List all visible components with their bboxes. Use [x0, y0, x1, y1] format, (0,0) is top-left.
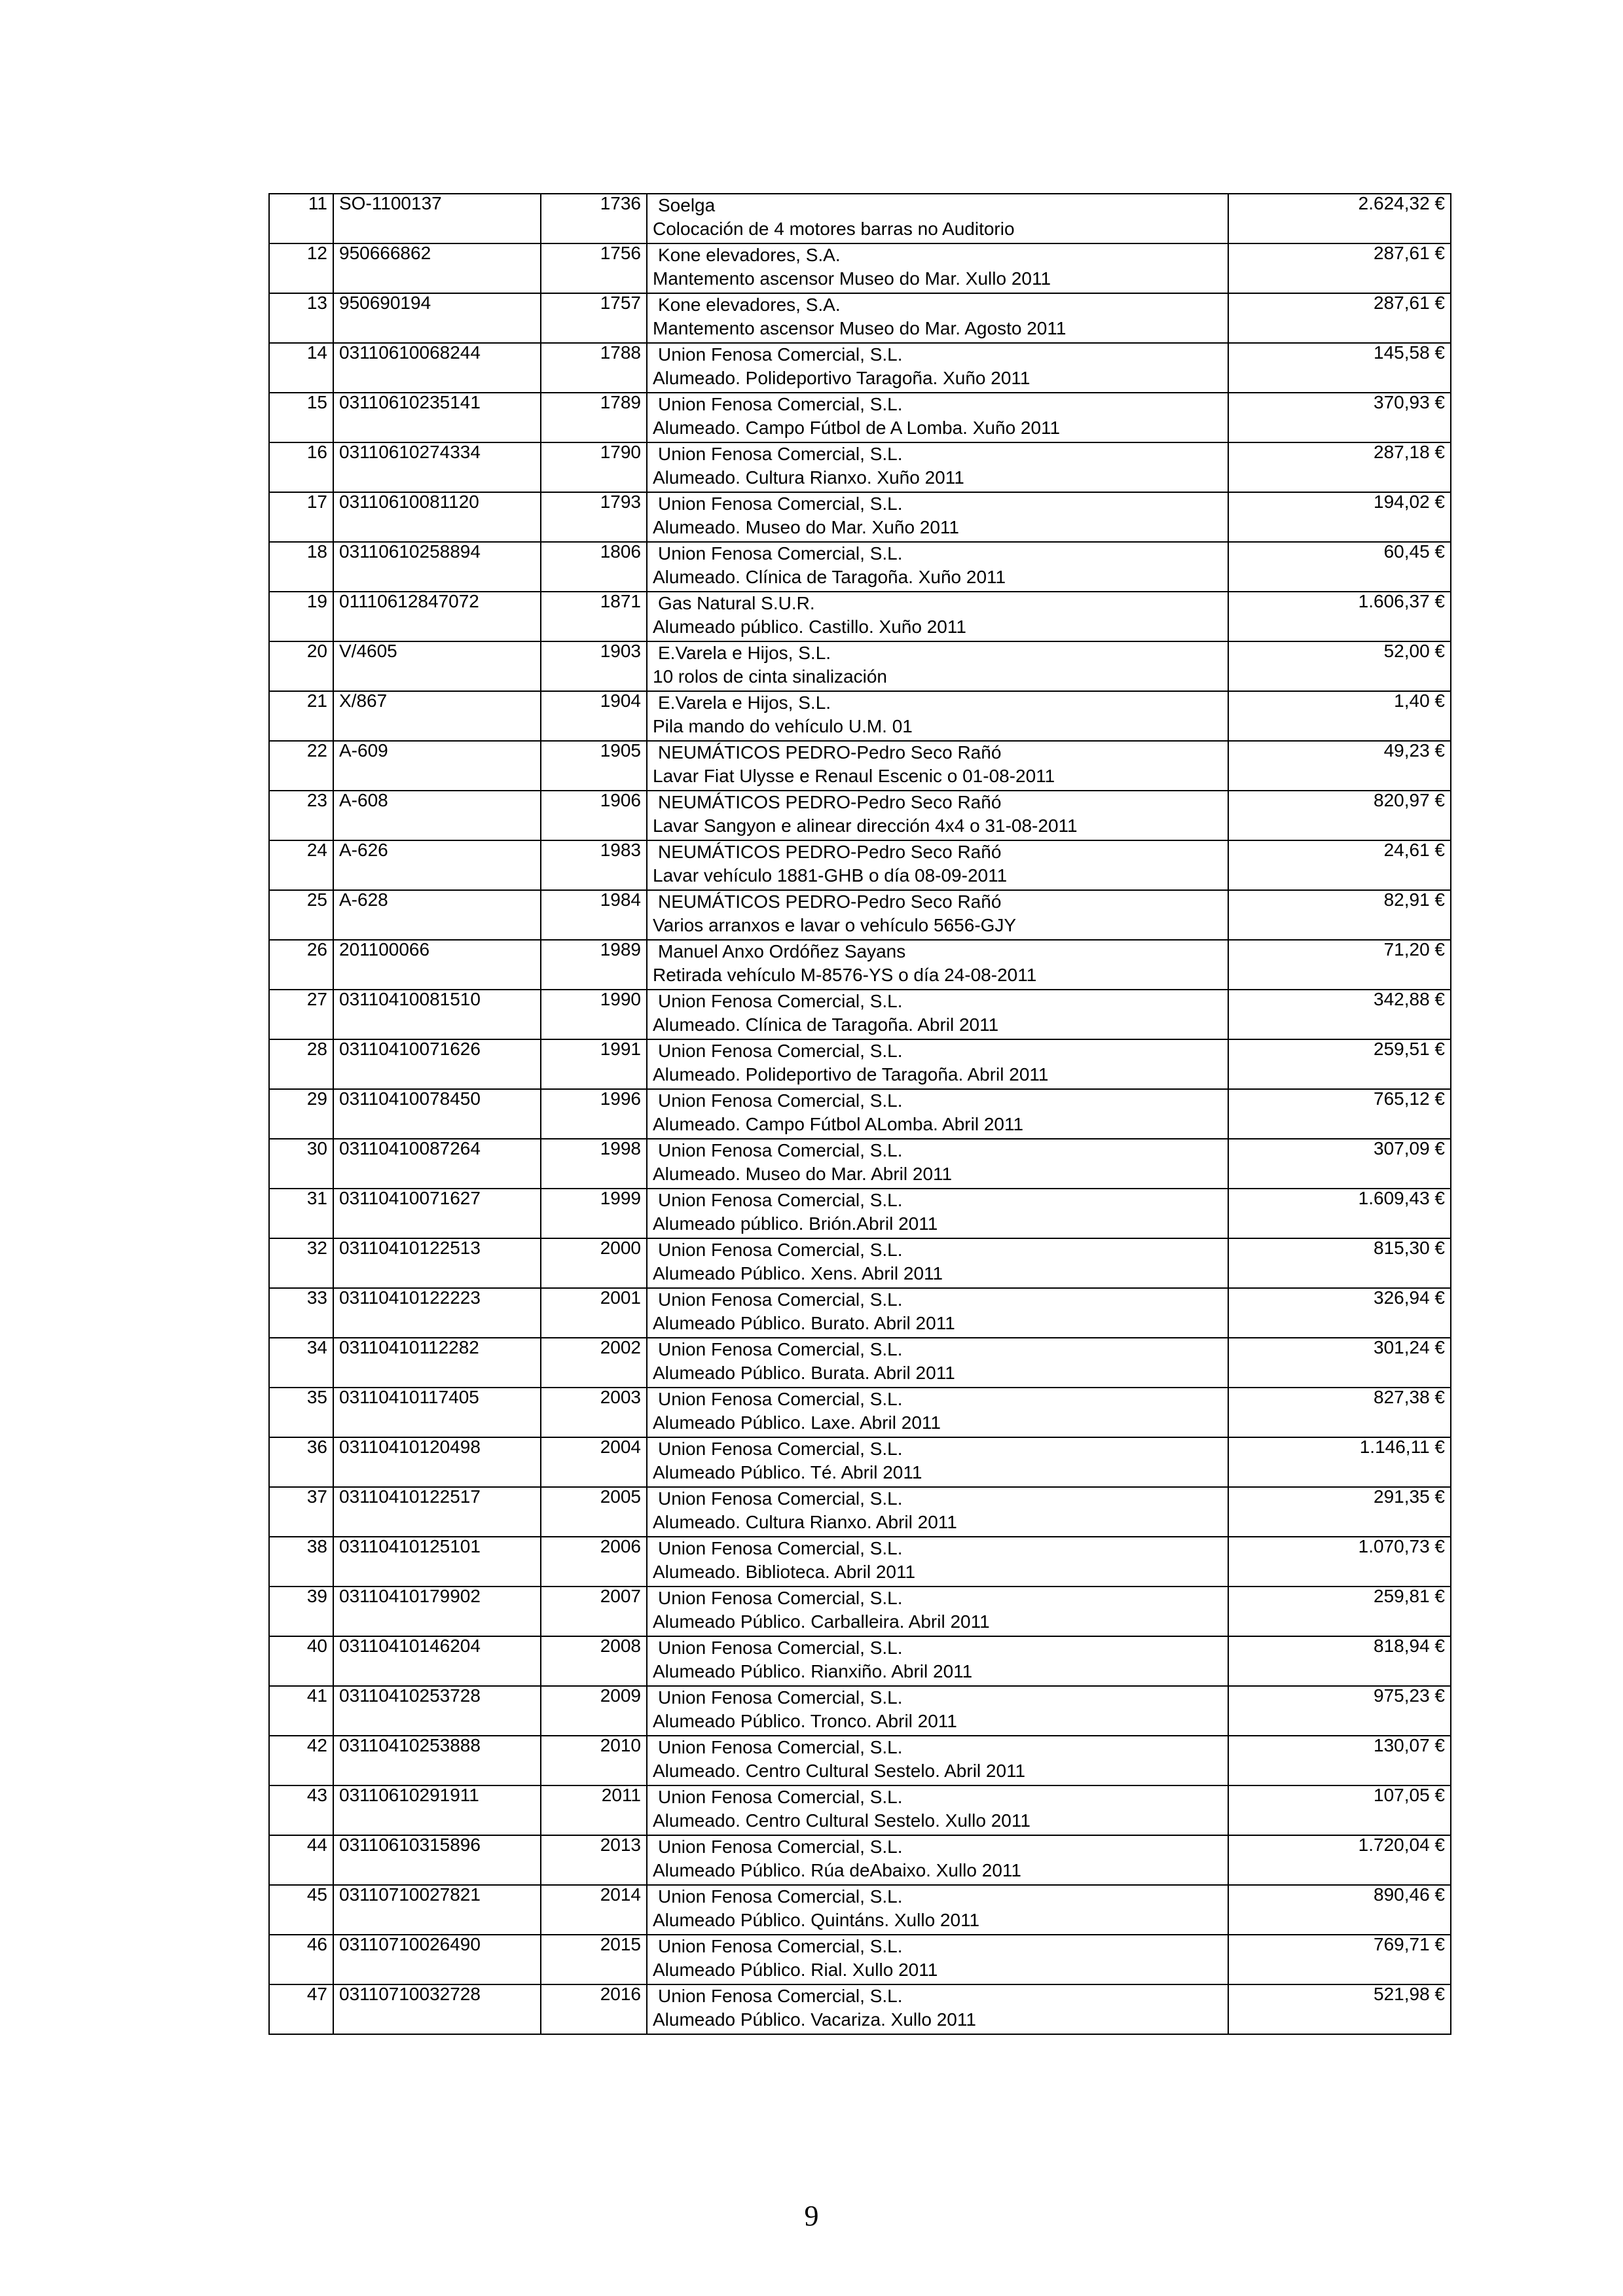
invoice-reference: 201100066 [333, 940, 541, 990]
table-row [269, 1785, 1451, 1835]
invoice-reference: 03110410120498 [333, 1437, 541, 1487]
amount: 1.609,43 € [1228, 1189, 1451, 1238]
concept-text: Lavar Sangyon e alinear dirección 4x4 o 31-08-2011 [653, 816, 1078, 836]
concept-text: Alumeado. Museo do Mar. Abril 2011 [653, 1164, 953, 1184]
supplier-name: Union Fenosa Comercial, S.L. [658, 344, 903, 365]
supplier-name: Union Fenosa Comercial, S.L. [658, 1638, 903, 1658]
description-cell [647, 1636, 1228, 1686]
document-number: 1871 [541, 592, 647, 641]
description-cell [647, 442, 1228, 492]
document-number: 1984 [541, 890, 647, 940]
document-number: 2015 [541, 1935, 647, 1984]
document-number: 2013 [541, 1835, 647, 1885]
supplier-name: Union Fenosa Comercial, S.L. [658, 1737, 903, 1757]
concept-text: Alumeado Público. Vacariza. Xullo 2011 [653, 2009, 976, 2030]
supplier-name: Union Fenosa Comercial, S.L. [658, 991, 903, 1011]
concept-text: Alumeado. Polideportivo de Taragoña. Abril 2011 [653, 1064, 1049, 1085]
table-row [269, 1984, 1451, 2034]
document-number: 1788 [541, 343, 647, 393]
amount: 1.720,04 € [1228, 1835, 1451, 1885]
description-cell [647, 1487, 1228, 1537]
supplier-name: Union Fenosa Comercial, S.L. [658, 543, 903, 564]
supplier-name: Union Fenosa Comercial, S.L. [658, 1439, 903, 1459]
invoice-reference: 03110610235141 [333, 393, 541, 442]
document-number: 2001 [541, 1288, 647, 1338]
row-number: 33 [269, 1288, 333, 1338]
row-number: 11 [269, 194, 333, 243]
amount: 82,91 € [1228, 890, 1451, 940]
invoice-table-body [269, 194, 1451, 2034]
concept-text: Alumeado Público. Rúa deAbaixo. Xullo 2011 [653, 1860, 1021, 1880]
supplier-name: E.Varela e Hijos, S.L. [658, 643, 831, 663]
invoice-reference: 03110410125101 [333, 1537, 541, 1587]
document-number: 1996 [541, 1089, 647, 1139]
document-number: 2003 [541, 1388, 647, 1437]
description-cell [647, 1935, 1228, 1984]
description-cell [647, 691, 1228, 741]
supplier-name: Union Fenosa Comercial, S.L. [658, 1488, 903, 1509]
description-cell [647, 1039, 1228, 1089]
row-number: 44 [269, 1835, 333, 1885]
document-number: 1906 [541, 791, 647, 840]
concept-text: Alumeado Público. Xens. Abril 2011 [653, 1263, 943, 1283]
row-number: 41 [269, 1686, 333, 1736]
concept-text: Alumeado Público. Carballeira. Abril 2011 [653, 1611, 990, 1632]
supplier-name: Union Fenosa Comercial, S.L. [658, 1090, 903, 1111]
row-number: 19 [269, 592, 333, 641]
concept-text: Alumeado. Clínica de Taragoña. Abril 2011 [653, 1014, 999, 1035]
table-row [269, 1487, 1451, 1537]
invoice-reference: 03110410078450 [333, 1089, 541, 1139]
document-number: 1990 [541, 990, 647, 1039]
document-number: 2014 [541, 1885, 647, 1935]
row-number: 38 [269, 1537, 333, 1587]
supplier-name: Soelga [658, 195, 716, 215]
document-number: 1991 [541, 1039, 647, 1089]
description-cell [647, 1686, 1228, 1736]
table-row [269, 194, 1451, 243]
amount: 820,97 € [1228, 791, 1451, 840]
description-cell [647, 1885, 1228, 1935]
description-cell [647, 1437, 1228, 1487]
supplier-name: NEUMÁTICOS PEDRO-Pedro Seco Rañó [658, 891, 1002, 912]
row-number: 21 [269, 691, 333, 741]
row-number: 22 [269, 741, 333, 791]
supplier-name: Union Fenosa Comercial, S.L. [658, 1886, 903, 1907]
invoice-reference: 03110410122223 [333, 1288, 541, 1338]
amount: 194,02 € [1228, 492, 1451, 542]
supplier-name: Union Fenosa Comercial, S.L. [658, 1140, 903, 1160]
concept-text: Alumeado. Cultura Rianxo. Abril 2011 [653, 1512, 957, 1532]
document-number: 2002 [541, 1338, 647, 1388]
supplier-name: Union Fenosa Comercial, S.L. [658, 1837, 903, 1857]
document-number: 2008 [541, 1636, 647, 1686]
table-row [269, 691, 1451, 741]
amount: 24,61 € [1228, 840, 1451, 890]
invoice-reference: 03110610081120 [333, 492, 541, 542]
amount: 287,61 € [1228, 293, 1451, 343]
description-cell [647, 940, 1228, 990]
description-cell [647, 1835, 1228, 1885]
document-number: 1806 [541, 542, 647, 592]
document-number: 1905 [541, 741, 647, 791]
concept-text: 10 rolos de cinta sinalización [653, 666, 887, 687]
table-row [269, 343, 1451, 393]
row-number: 18 [269, 542, 333, 592]
supplier-name: Union Fenosa Comercial, S.L. [658, 1936, 903, 1956]
concept-text: Varios arranxos e lavar o vehículo 5656-GJY [653, 915, 1017, 935]
description-cell [647, 791, 1228, 840]
row-number: 43 [269, 1785, 333, 1835]
invoice-reference: 03110410253728 [333, 1686, 541, 1736]
invoice-reference: 03110610315896 [333, 1835, 541, 1885]
invoice-reference: 03110410081510 [333, 990, 541, 1039]
concept-text: Alumeado. Biblioteca. Abril 2011 [653, 1562, 916, 1582]
table-row [269, 1686, 1451, 1736]
description-cell [647, 393, 1228, 442]
description-cell [647, 243, 1228, 293]
row-number: 15 [269, 393, 333, 442]
row-number: 34 [269, 1338, 333, 1388]
amount: 342,88 € [1228, 990, 1451, 1039]
amount: 287,61 € [1228, 243, 1451, 293]
supplier-name: NEUMÁTICOS PEDRO-Pedro Seco Rañó [658, 742, 1002, 762]
row-number: 23 [269, 791, 333, 840]
amount: 818,94 € [1228, 1636, 1451, 1686]
document-number: 1983 [541, 840, 647, 890]
description-cell [647, 1288, 1228, 1338]
description-cell [647, 542, 1228, 592]
concept-text: Alumeado Público. Tronco. Abril 2011 [653, 1711, 957, 1731]
amount: 1,40 € [1228, 691, 1451, 741]
row-number: 37 [269, 1487, 333, 1537]
description-cell [647, 1089, 1228, 1139]
description-cell [647, 1736, 1228, 1785]
description-cell [647, 840, 1228, 890]
description-cell [647, 890, 1228, 940]
amount: 769,71 € [1228, 1935, 1451, 1984]
row-number: 25 [269, 890, 333, 940]
description-cell [647, 592, 1228, 641]
amount: 130,07 € [1228, 1736, 1451, 1785]
concept-text: Retirada vehículo M-8576-YS o día 24-08-2011 [653, 965, 1037, 985]
document-number: 1793 [541, 492, 647, 542]
description-cell [647, 1338, 1228, 1388]
row-number: 45 [269, 1885, 333, 1935]
document-number: 1789 [541, 393, 647, 442]
supplier-name: Union Fenosa Comercial, S.L. [658, 394, 903, 414]
supplier-name: Union Fenosa Comercial, S.L. [658, 1041, 903, 1061]
table-row [269, 990, 1451, 1039]
supplier-name: NEUMÁTICOS PEDRO-Pedro Seco Rañó [658, 792, 1002, 812]
amount: 71,20 € [1228, 940, 1451, 990]
invoice-reference: A-628 [333, 890, 541, 940]
amount: 1.070,73 € [1228, 1537, 1451, 1587]
table-row [269, 1039, 1451, 1089]
invoice-reference: 03110610274334 [333, 442, 541, 492]
document-number: 1904 [541, 691, 647, 741]
concept-text: Alumeado Público. Quintáns. Xullo 2011 [653, 1910, 980, 1930]
document-number: 2016 [541, 1984, 647, 2034]
row-number: 14 [269, 343, 333, 393]
table-row [269, 492, 1451, 542]
invoice-reference: 950690194 [333, 293, 541, 343]
invoice-reference: 03110410112282 [333, 1338, 541, 1388]
invoice-reference: A-626 [333, 840, 541, 890]
row-number: 36 [269, 1437, 333, 1487]
document-number: 2009 [541, 1686, 647, 1736]
table-row [269, 940, 1451, 990]
table-row [269, 1636, 1451, 1686]
table-row [269, 442, 1451, 492]
supplier-name: Union Fenosa Comercial, S.L. [658, 1289, 903, 1310]
amount: 49,23 € [1228, 741, 1451, 791]
row-number: 27 [269, 990, 333, 1039]
concept-text: Colocación de 4 motores barras no Auditorio [653, 219, 1015, 239]
invoice-reference: 03110610258894 [333, 542, 541, 592]
concept-text: Alumeado. Cultura Rianxo. Xuño 2011 [653, 467, 964, 488]
row-number: 47 [269, 1984, 333, 2034]
amount: 890,46 € [1228, 1885, 1451, 1935]
supplier-name: Manuel Anxo Ordóñez Sayans [658, 941, 906, 961]
invoice-reference: 03110410122513 [333, 1238, 541, 1288]
amount: 975,23 € [1228, 1686, 1451, 1736]
concept-text: Alumeado. Campo Fútbol ALomba. Abril 2011 [653, 1114, 1024, 1134]
concept-text: Alumeado Público. Laxe. Abril 2011 [653, 1412, 941, 1433]
invoice-reference: 03110410179902 [333, 1587, 541, 1636]
amount: 307,09 € [1228, 1139, 1451, 1189]
concept-text: Alumeado. Centro Cultural Sestelo. Abril 2011 [653, 1761, 1026, 1781]
amount: 326,94 € [1228, 1288, 1451, 1338]
row-number: 26 [269, 940, 333, 990]
document-number: 1998 [541, 1139, 647, 1189]
amount: 259,51 € [1228, 1039, 1451, 1089]
invoice-reference: 03110410087264 [333, 1139, 541, 1189]
description-cell [647, 1984, 1228, 2034]
amount: 2.624,32 € [1228, 194, 1451, 243]
concept-text: Alumeado. Campo Fútbol de A Lomba. Xuño 2011 [653, 418, 1061, 438]
table-row [269, 293, 1451, 343]
row-number: 24 [269, 840, 333, 890]
concept-text: Mantemento ascensor Museo do Mar. Xullo 2011 [653, 268, 1051, 289]
table-row [269, 393, 1451, 442]
row-number: 39 [269, 1587, 333, 1636]
document-number: 1756 [541, 243, 647, 293]
supplier-name: Union Fenosa Comercial, S.L. [658, 444, 903, 464]
description-cell [647, 1139, 1228, 1189]
supplier-name: Union Fenosa Comercial, S.L. [658, 1588, 903, 1608]
concept-text: Alumeado público. Castillo. Xuño 2011 [653, 617, 966, 637]
table-row [269, 592, 1451, 641]
invoice-reference: 03110410117405 [333, 1388, 541, 1437]
row-number: 32 [269, 1238, 333, 1288]
document-number: 1999 [541, 1189, 647, 1238]
document-number: 2000 [541, 1238, 647, 1288]
description-cell [647, 1238, 1228, 1288]
table-row [269, 741, 1451, 791]
description-cell [647, 1189, 1228, 1238]
amount: 370,93 € [1228, 393, 1451, 442]
concept-text: Alumeado. Centro Cultural Sestelo. Xullo 2011 [653, 1810, 1030, 1831]
description-cell [647, 492, 1228, 542]
concept-text: Alumeado público. Brión.Abril 2011 [653, 1213, 938, 1234]
concept-text: Alumeado Público. Burato. Abril 2011 [653, 1313, 955, 1333]
amount: 765,12 € [1228, 1089, 1451, 1139]
description-cell [647, 1587, 1228, 1636]
amount: 107,05 € [1228, 1785, 1451, 1835]
document-number: 2010 [541, 1736, 647, 1785]
description-cell [647, 641, 1228, 691]
table-row [269, 542, 1451, 592]
row-number: 31 [269, 1189, 333, 1238]
document-number: 2004 [541, 1437, 647, 1487]
concept-text: Lavar Fiat Ulysse e Renaul Escenic o 01-08-2011 [653, 766, 1055, 786]
row-number: 46 [269, 1935, 333, 1984]
amount: 1.146,11 € [1228, 1437, 1451, 1487]
document-number: 2006 [541, 1537, 647, 1587]
description-cell [647, 1785, 1228, 1835]
concept-text: Alumeado Público. Burata. Abril 2011 [653, 1363, 955, 1383]
supplier-name: Union Fenosa Comercial, S.L. [658, 1538, 903, 1558]
table-row [269, 840, 1451, 890]
description-cell [647, 1537, 1228, 1587]
description-cell [647, 343, 1228, 393]
amount: 1.606,37 € [1228, 592, 1451, 641]
row-number: 40 [269, 1636, 333, 1686]
row-number: 16 [269, 442, 333, 492]
description-cell [647, 990, 1228, 1039]
table-row [269, 1587, 1451, 1636]
invoice-table [268, 193, 1451, 2035]
row-number: 28 [269, 1039, 333, 1089]
supplier-name: Union Fenosa Comercial, S.L. [658, 1687, 903, 1708]
concept-text: Pila mando do vehículo U.M. 01 [653, 716, 913, 736]
concept-text: Alumeado. Clínica de Taragoña. Xuño 2011 [653, 567, 1006, 587]
concept-text: Alumeado. Polideportivo Taragoña. Xuño 2011 [653, 368, 1030, 388]
invoice-reference: 03110710026490 [333, 1935, 541, 1984]
invoice-reference: 03110410146204 [333, 1636, 541, 1686]
invoice-reference: 03110610068244 [333, 343, 541, 393]
row-number: 30 [269, 1139, 333, 1189]
table-row [269, 1835, 1451, 1885]
table-row [269, 1139, 1451, 1189]
supplier-name: Kone elevadores, S.A. [658, 295, 841, 315]
table-row [269, 1238, 1451, 1288]
row-number: 20 [269, 641, 333, 691]
table-row [269, 791, 1451, 840]
description-cell [647, 293, 1228, 343]
description-cell [647, 1388, 1228, 1437]
supplier-name: Union Fenosa Comercial, S.L. [658, 1986, 903, 2006]
table-row [269, 1388, 1451, 1437]
table-row [269, 1437, 1451, 1487]
amount: 521,98 € [1228, 1984, 1451, 2034]
document-number: 1757 [541, 293, 647, 343]
table-row [269, 1089, 1451, 1139]
page-number: 9 [804, 2200, 819, 2232]
amount: 287,18 € [1228, 442, 1451, 492]
document-number: 1989 [541, 940, 647, 990]
supplier-name: Union Fenosa Comercial, S.L. [658, 1787, 903, 1807]
amount: 52,00 € [1228, 641, 1451, 691]
amount: 301,24 € [1228, 1338, 1451, 1388]
row-number: 13 [269, 293, 333, 343]
description-cell [647, 194, 1228, 243]
invoice-reference: 03110410122517 [333, 1487, 541, 1537]
concept-text: Alumeado Público. Rial. Xullo 2011 [653, 1960, 938, 1980]
amount: 291,35 € [1228, 1487, 1451, 1537]
amount: 60,45 € [1228, 542, 1451, 592]
invoice-reference: V/4605 [333, 641, 541, 691]
invoice-reference: 03110610291911 [333, 1785, 541, 1835]
row-number: 35 [269, 1388, 333, 1437]
concept-text: Alumeado. Museo do Mar. Xuño 2011 [653, 517, 960, 537]
row-number: 12 [269, 243, 333, 293]
supplier-name: Union Fenosa Comercial, S.L. [658, 493, 903, 514]
supplier-name: E.Varela e Hijos, S.L. [658, 692, 831, 713]
invoice-reference: 03110410071627 [333, 1189, 541, 1238]
table-row [269, 1935, 1451, 1984]
invoice-reference: SO-1100137 [333, 194, 541, 243]
document-number: 1736 [541, 194, 647, 243]
table-row [269, 1885, 1451, 1935]
document-number: 2005 [541, 1487, 647, 1537]
invoice-reference: 03110710032728 [333, 1984, 541, 2034]
concept-text: Lavar vehículo 1881-GHB o día 08-09-2011 [653, 865, 1008, 886]
table-row [269, 1537, 1451, 1587]
supplier-name: Union Fenosa Comercial, S.L. [658, 1240, 903, 1260]
table-row [269, 1338, 1451, 1388]
supplier-name: Union Fenosa Comercial, S.L. [658, 1389, 903, 1409]
table-row [269, 641, 1451, 691]
supplier-name: Gas Natural S.U.R. [658, 593, 815, 613]
invoice-reference: X/867 [333, 691, 541, 741]
table-row [269, 1288, 1451, 1338]
invoice-reference: 950666862 [333, 243, 541, 293]
invoice-reference: 03110410253888 [333, 1736, 541, 1785]
concept-text: Mantemento ascensor Museo do Mar. Agosto 2011 [653, 318, 1067, 338]
amount: 145,58 € [1228, 343, 1451, 393]
invoice-reference: A-609 [333, 741, 541, 791]
invoice-reference: A-608 [333, 791, 541, 840]
row-number: 42 [269, 1736, 333, 1785]
table-row [269, 1736, 1451, 1785]
invoice-reference: 03110710027821 [333, 1885, 541, 1935]
amount: 815,30 € [1228, 1238, 1451, 1288]
supplier-name: Union Fenosa Comercial, S.L. [658, 1190, 903, 1210]
concept-text: Alumeado Público. Té. Abril 2011 [653, 1462, 922, 1482]
amount: 827,38 € [1228, 1388, 1451, 1437]
row-number: 29 [269, 1089, 333, 1139]
description-cell [647, 741, 1228, 791]
concept-text: Alumeado Público. Rianxiño. Abril 2011 [653, 1661, 973, 1681]
supplier-name: Union Fenosa Comercial, S.L. [658, 1339, 903, 1359]
supplier-name: NEUMÁTICOS PEDRO-Pedro Seco Rañó [658, 842, 1002, 862]
table-row [269, 1189, 1451, 1238]
amount: 259,81 € [1228, 1587, 1451, 1636]
invoice-reference: 01110612847072 [333, 592, 541, 641]
supplier-name: Kone elevadores, S.A. [658, 245, 841, 265]
table-row [269, 890, 1451, 940]
row-number: 17 [269, 492, 333, 542]
document-number: 1903 [541, 641, 647, 691]
document-number: 1790 [541, 442, 647, 492]
table-row [269, 243, 1451, 293]
invoice-reference: 03110410071626 [333, 1039, 541, 1089]
document-number: 2011 [541, 1785, 647, 1835]
document-number: 2007 [541, 1587, 647, 1636]
